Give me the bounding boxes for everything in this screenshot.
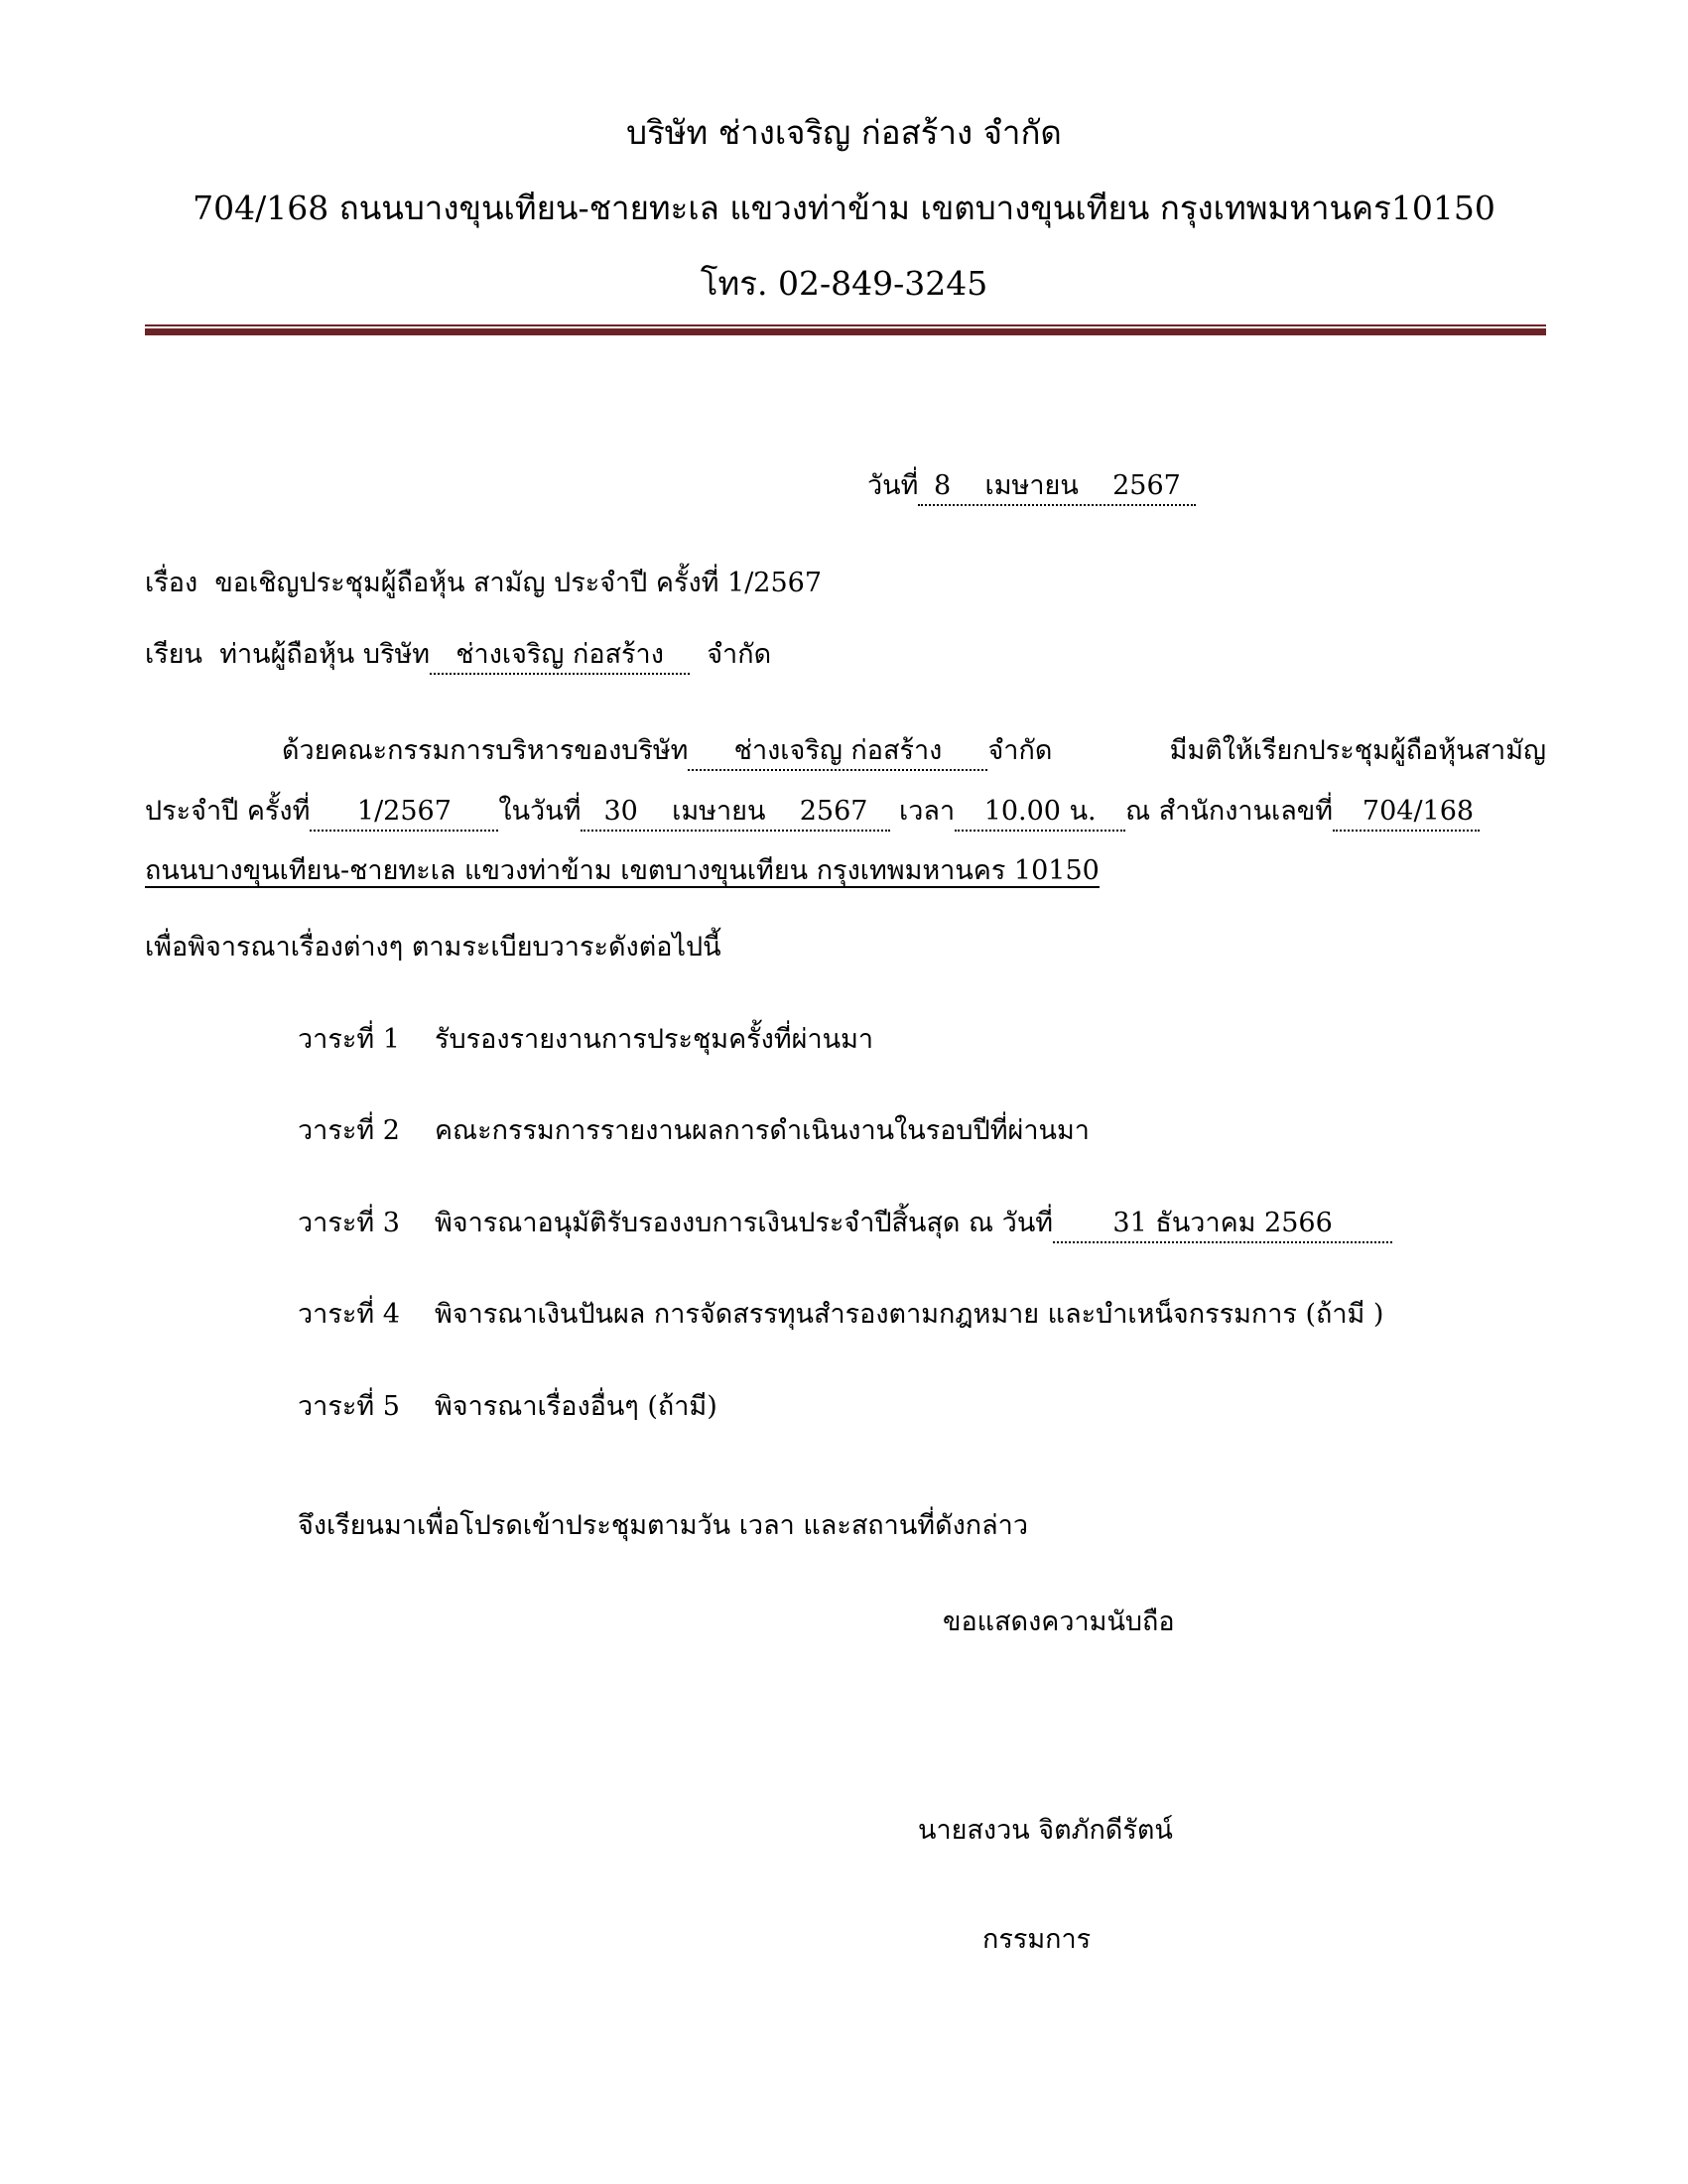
body-year: 2567 xyxy=(799,796,868,827)
agenda-text: พิจารณาเรื่องอื่นๆ (ถ้ามี) xyxy=(435,1391,717,1422)
body-time-label: เวลา xyxy=(899,796,956,827)
subject-text: ขอเชิญประชุมผู้ถือหุ้น สามัญ ประจำปี ครั้งที่ 1/2567 xyxy=(214,568,823,598)
body-day: 30 xyxy=(603,796,638,827)
agenda-item-5 xyxy=(298,1387,717,1427)
recipient-suffix: จำกัด xyxy=(707,639,772,670)
date-year: 2567 xyxy=(1112,470,1181,501)
agenda-text: คณะกรรมการรายงานผลการดำเนินงานในรอบปีที่ผ่านมา xyxy=(435,1115,1090,1146)
agenda-text: พิจารณาเงินปันผล การจัดสรรทุนสำรองตามกฎหมาย และบำเหน็จกรรมการ (ถ้ามี ) xyxy=(435,1299,1384,1330)
body-agenda-intro: เพื่อพิจารณาเรื่องต่างๆ ตามระเบียบวาระดังต่อไปนี้ xyxy=(145,932,721,963)
subject-label: เรื่อง xyxy=(145,568,198,598)
body-month: เมษายน xyxy=(672,796,766,827)
agenda-item-3 xyxy=(298,1204,1392,1243)
body-meeting-label: ประจำปี ครั้งที่ xyxy=(145,796,311,827)
body-office-label: ณ สำนักงานเลขที่ xyxy=(1125,796,1334,827)
body-meeting-no: 1/2567 xyxy=(310,794,498,832)
date-label: วันที่ xyxy=(867,470,919,501)
company-name: บริษัท ช่างเจริญ ก่อสร้าง จำกัด xyxy=(626,113,1062,152)
body-line-3 xyxy=(145,851,1100,891)
date-month: เมษายน xyxy=(984,470,1079,501)
recipient-prefix: ท่านผู้ถือหุ้น บริษัท xyxy=(219,639,431,670)
agenda-item-4 xyxy=(298,1295,1383,1335)
agenda-item-1 xyxy=(298,1020,873,1060)
agenda-number: วาระที่ 2 xyxy=(298,1115,400,1146)
date-day: 8 xyxy=(933,470,952,501)
agenda-text: พิจารณาอนุมัติรับรองงบการเงินประจำปีสิ้นสุด ณ วันที่ xyxy=(435,1208,1054,1238)
agenda-text: รับรองรายงานการประชุมครั้งที่ผ่านมา xyxy=(435,1024,874,1055)
signer-title: กรรมการ xyxy=(982,1924,1092,1955)
recipient-line xyxy=(145,635,771,675)
body-on-date: ในวันที่ xyxy=(498,796,582,827)
header-divider-thin xyxy=(145,324,1546,326)
regards-text: ขอแสดงความนับถือ xyxy=(943,1606,1175,1637)
recipient-label: เรียน xyxy=(145,639,203,670)
agenda-number: วาระที่ 3 xyxy=(298,1208,400,1238)
body-time: 10.00 น. xyxy=(955,794,1125,832)
letter-date xyxy=(867,466,1196,506)
recipient-company: ช่างเจริญ ก่อสร้าง xyxy=(430,637,690,675)
signer-name: นายสงวน จิตภักดีรัตน์ xyxy=(918,1815,1173,1846)
closing-text: จึงเรียนมาเพื่อโปรดเข้าประชุมตามวัน เวลา และสถานที่ดังกล่าว xyxy=(298,1510,1029,1541)
body-line-2 xyxy=(145,792,1546,832)
body-line-4 xyxy=(145,928,721,967)
header-divider-thick xyxy=(145,328,1546,335)
body-office-no: 704/168 xyxy=(1333,794,1480,832)
agenda-fiscal-date: 31 ธันวาคม 2566 xyxy=(1053,1206,1392,1243)
agenda-item-2 xyxy=(298,1111,1090,1151)
body-company: ช่างเจริญ ก่อสร้าง xyxy=(688,733,987,771)
body-company-suffix: จำกัด xyxy=(987,735,1053,766)
date-fill xyxy=(918,468,1196,506)
body-intro: ด้วยคณะกรรมการบริหารของบริษัท xyxy=(282,735,689,766)
subject-line xyxy=(145,564,822,603)
body-line-1 xyxy=(145,731,1546,771)
agenda-number: วาระที่ 5 xyxy=(298,1391,400,1422)
body-meeting-date xyxy=(581,794,890,832)
body-resolution: มีมติให้เรียกประชุมผู้ถือหุ้นสามัญ xyxy=(1169,735,1546,766)
company-phone: โทร. 02-849-3245 xyxy=(700,264,988,303)
agenda-number: วาระที่ 1 xyxy=(298,1024,400,1055)
body-address: ถนนบางขุนเทียน-ชายทะเล แขวงท่าข้าม เขตบางขุนเทียน กรุงเทพมหานคร 10150 xyxy=(145,855,1100,886)
agenda-number: วาระที่ 4 xyxy=(298,1299,400,1330)
company-address: 704/168 ถนนบางขุนเทียน-ชายทะเล แขวงท่าข้าม เขตบางขุนเทียน กรุงเทพมหานคร10150 xyxy=(193,189,1495,227)
